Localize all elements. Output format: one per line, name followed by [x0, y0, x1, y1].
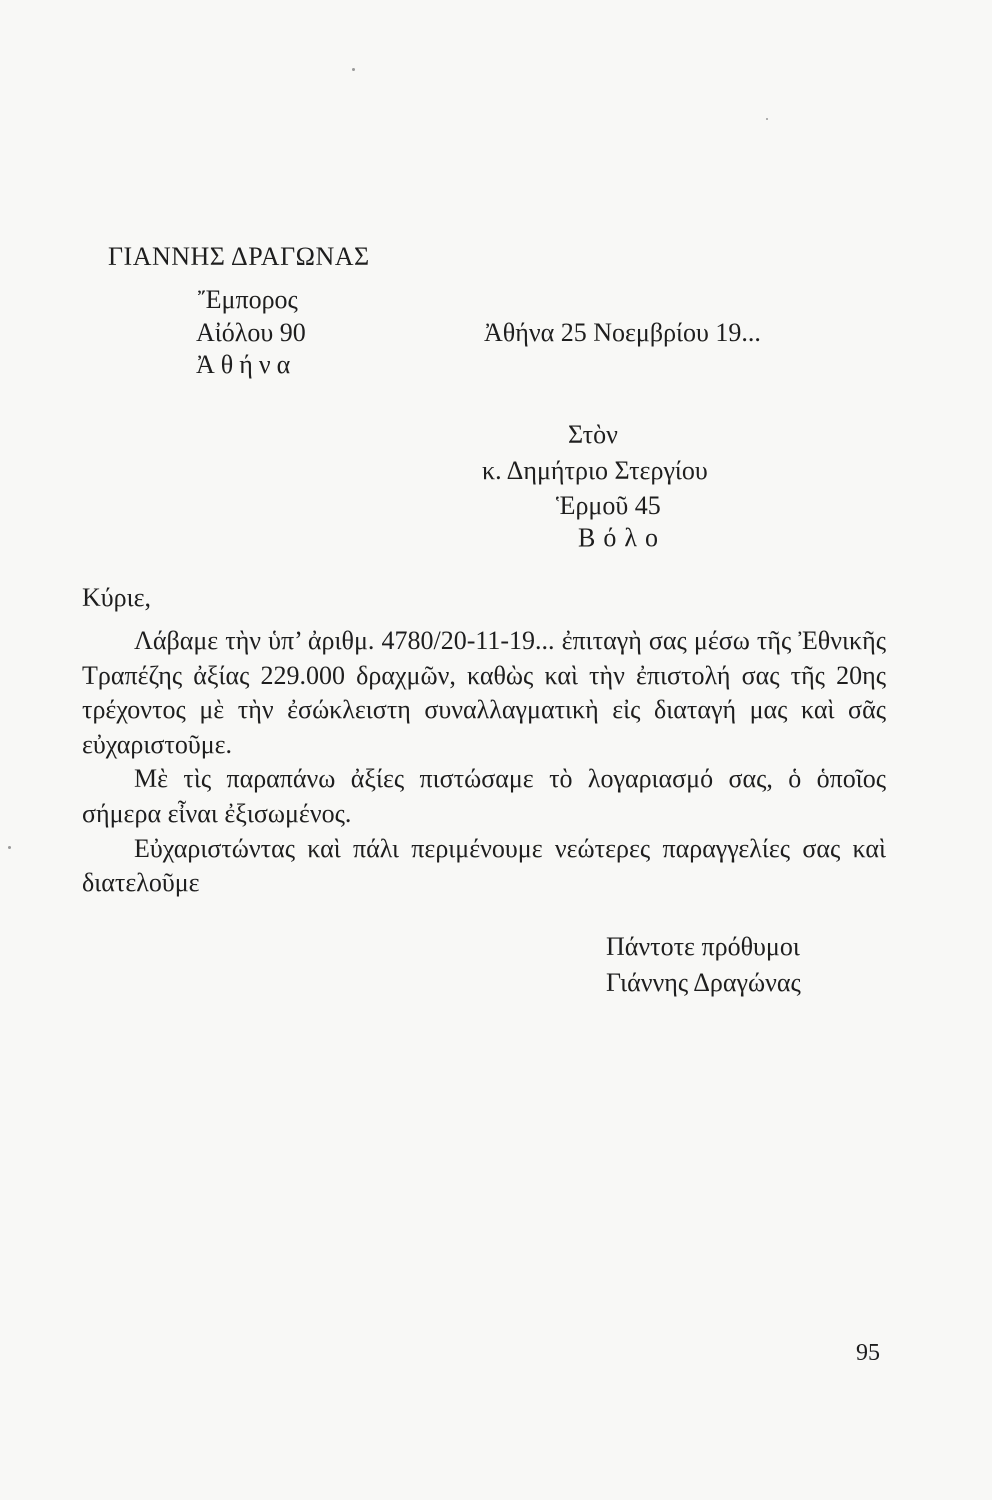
recipient-name: κ. Δημήτριο Στεργίου: [482, 456, 708, 485]
sender-address: Αἰόλου 90: [196, 318, 306, 347]
closing-phrase: Πάντοτε πρόθυμοι: [606, 932, 800, 961]
paper-speck: [766, 118, 768, 120]
body-paragraph-3: Εὐχαριστώντας καὶ πάλι περιμένουμε νεώτερες παραγγελίες σας καὶ διατελοῦμε: [82, 833, 886, 898]
paper-speck: [8, 846, 11, 849]
letter-date: Ἀθήνα 25 Νοεμβρίου 19...: [484, 318, 761, 347]
body-paragraph-1: Λάβαμε τὴν ὑπ’ ἀριθμ. 4780/20-11-19... ἐπιταγὴ σας μέσω τῆς Ἐθνικῆς Τραπέζης ἀξίας 229.000 δραχμῶν, καθὼς καὶ τὴν ἐπιστολή σας τῆς 20ης τρέχοντος μὲ τὴν ἐσώκλειστη συναλλαγματικὴ εἰς διαταγή μας καὶ σᾶς εὐχαριστοῦμε.: [82, 626, 886, 759]
salutation: Κύριε,: [82, 583, 152, 612]
recipient-city: Βόλο: [578, 523, 666, 552]
letter-body: [82, 624, 886, 901]
page-number: 95: [856, 1340, 880, 1366]
sender-name: ΓΙΑΝΝΗΣ ΔΡΑΓΩΝΑΣ: [108, 242, 370, 271]
recipient-prefix: Στὸν: [568, 420, 618, 449]
paper-speck: [352, 68, 355, 71]
body-paragraph-2: Μὲ τὶς παραπάνω ἀξίες πιστώσαμε τὸ λογαριασμό σας, ὁ ὁποῖος σήμερα εἶναι ἐξισωμένος.: [82, 764, 886, 828]
sender-city: Ἀθήνα: [196, 350, 297, 379]
signature: Γιάννης Δραγώνας: [606, 968, 801, 997]
recipient-address: Ἑρμοῦ 45: [556, 491, 661, 520]
sender-occupation: Ἔμπορος: [198, 285, 298, 314]
